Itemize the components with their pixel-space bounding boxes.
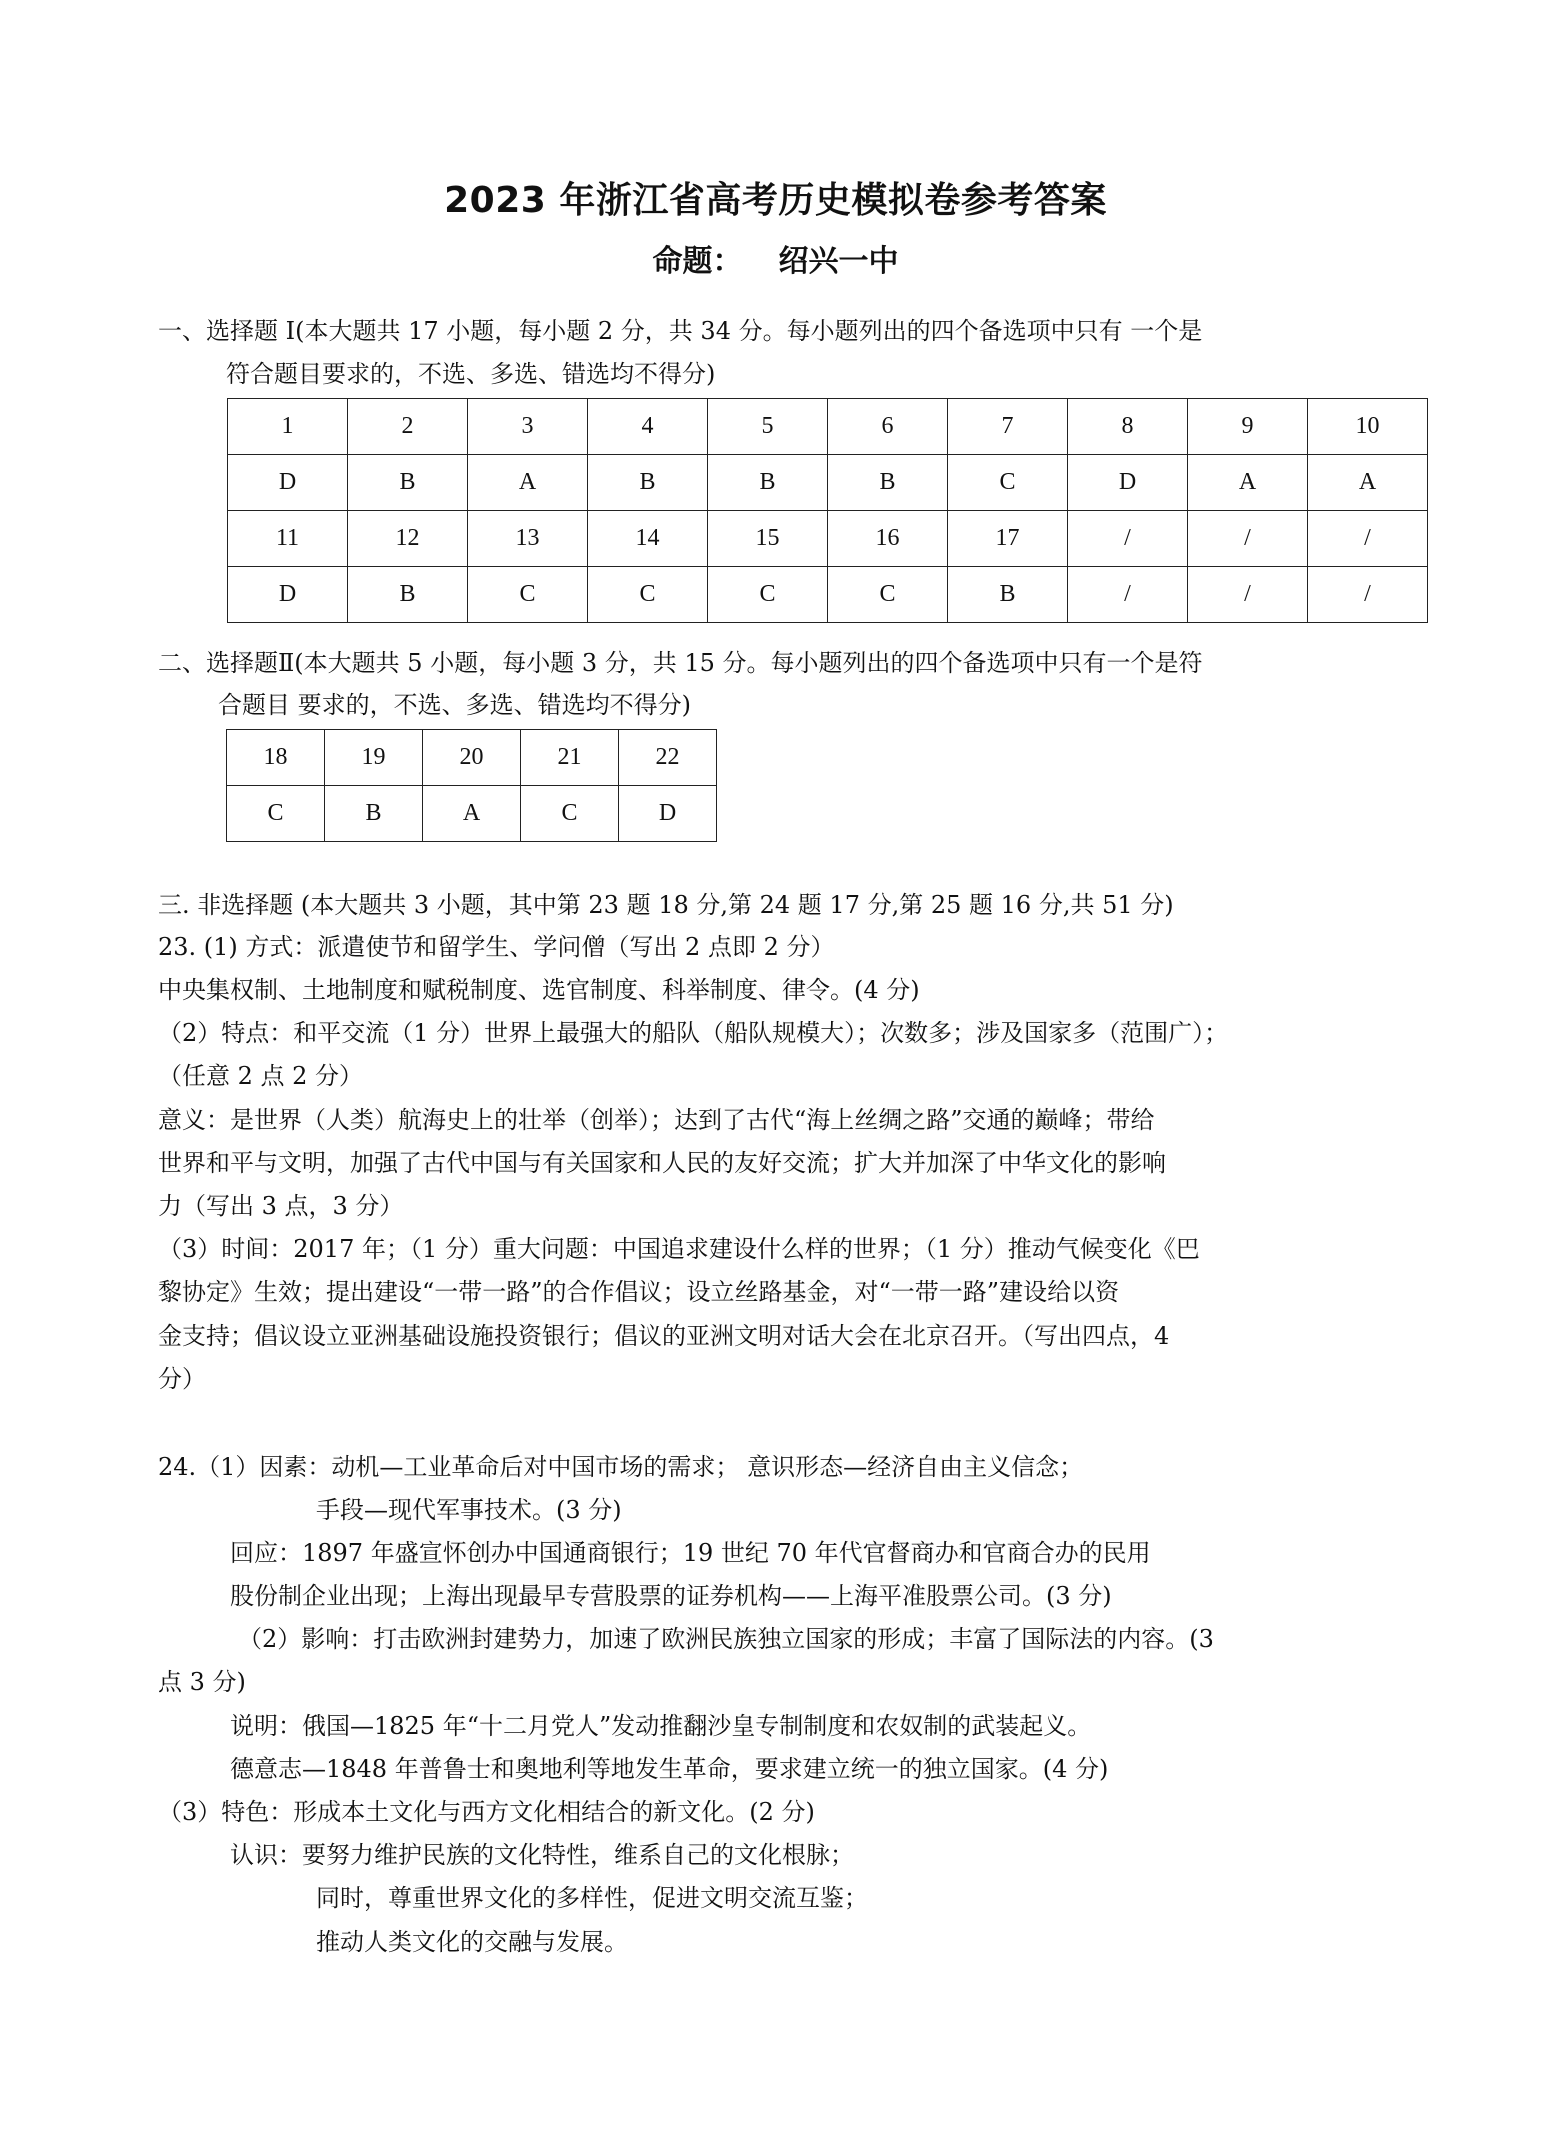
question-number-cell: 7 (948, 399, 1068, 455)
subtitle-label: 命题： (652, 244, 743, 279)
question-number-cell: 16 (828, 511, 948, 567)
answer-cell: A (468, 455, 588, 511)
answer-cell: C (468, 567, 588, 623)
section1-answer-table (227, 398, 1428, 623)
section2-heading-line2: 合题目 要求的，不选、多选、错选均不得分) (218, 691, 691, 719)
question-number-cell: 14 (588, 511, 708, 567)
answer-cell: / (1188, 567, 1308, 623)
answer-cell: B (948, 567, 1068, 623)
question-number-cell: 10 (1308, 399, 1428, 455)
question-number-cell: 21 (521, 730, 619, 786)
q23-line: 意义：是世界（人类）航海史上的壮举（创举）；达到了古代“海上丝绸之路”交通的巅峰；带给 (158, 1106, 1155, 1134)
answer-row (228, 455, 1428, 511)
answer-cell: / (1308, 567, 1428, 623)
q23-line: （任意 2 点 2 分） (158, 1062, 364, 1090)
question-number-row (227, 730, 717, 786)
question-number-cell: 2 (348, 399, 468, 455)
q24-line: 24.（1）因素：动机—工业革命后对中国市场的需求； 意识形态—经济自由主义信念； (158, 1453, 1084, 1481)
answer-cell: B (828, 455, 948, 511)
q24-line: （3）特色：形成本土文化与西方文化相结合的新文化。(2 分) (158, 1798, 815, 1826)
q24-line: 德意志—1848 年普鲁士和奥地利等地发生革命，要求建立统一的独立国家。(4 分) (230, 1755, 1109, 1783)
answer-row (228, 567, 1428, 623)
answer-cell: D (228, 567, 348, 623)
section2-heading-line1: 二、选择题Ⅱ(本大题共 5 小题，每小题 3 分，共 15 分。每小题列出的四个备选项中只有一个是符 (158, 649, 1203, 677)
q24-line: 推动人类文化的交融与发展。 (316, 1928, 628, 1956)
question-number-cell: 22 (619, 730, 717, 786)
q23-line: 金支持；倡议设立亚洲基础设施投资银行；倡议的亚洲文明对话大会在北京召开。（写出四点，4 (158, 1322, 1170, 1350)
answer-row (227, 786, 717, 842)
question-number-row (228, 511, 1428, 567)
q23-line: 黎协定》生效；提出建设“一带一路”的合作倡议；设立丝路基金，对“一带一路”建设给以资 (158, 1278, 1120, 1306)
question-number-cell: 6 (828, 399, 948, 455)
question-number-cell: 18 (227, 730, 325, 786)
q24-line: （2）影响：打击欧洲封建势力，加速了欧洲民族独立国家的形成；丰富了国际法的内容。(3 (238, 1625, 1214, 1653)
section2-answer-table (226, 729, 717, 842)
q23-line: 力（写出 3 点，3 分） (158, 1192, 404, 1220)
answer-cell: A (423, 786, 521, 842)
question-number-cell: 1 (228, 399, 348, 455)
subtitle-author: 绍兴一中 (778, 244, 899, 279)
question-number-cell: 4 (588, 399, 708, 455)
question-number-cell: 5 (708, 399, 828, 455)
answer-cell: A (1188, 455, 1308, 511)
question-number-cell: 12 (348, 511, 468, 567)
answer-cell: D (1068, 455, 1188, 511)
section1-heading-line2: 符合题目要求的，不选、多选、错选均不得分) (226, 360, 716, 388)
q24-line: 手段—现代军事技术。(3 分) (316, 1496, 622, 1524)
q24-line: 同时，尊重世界文化的多样性，促进文明交流互鉴； (316, 1884, 868, 1912)
question-number-cell: / (1308, 511, 1428, 567)
q23-line: （3）时间：2017 年；（1 分）重大问题：中国追求建设什么样的世界；（1 分）推动气候变化《巴 (158, 1235, 1200, 1263)
q23-line: （2）特点：和平交流（1 分）世界上最强大的船队（船队规模大）；次数多；涉及国家多（范围广）； (158, 1019, 1229, 1047)
answer-cell: C (521, 786, 619, 842)
q24-line: 点 3 分) (158, 1668, 246, 1696)
question-number-cell: 11 (228, 511, 348, 567)
answer-cell: A (1308, 455, 1428, 511)
answer-cell: D (228, 455, 348, 511)
question-number-cell: 3 (468, 399, 588, 455)
answer-cell: C (948, 455, 1068, 511)
answer-cell: C (708, 567, 828, 623)
question-number-row (228, 399, 1428, 455)
answer-cell: B (348, 567, 468, 623)
q23-line: 中央集权制、土地制度和赋税制度、选官制度、科举制度、律令。(4 分) (158, 976, 920, 1004)
q23-line: 分） (158, 1365, 206, 1393)
q23-line: 23. (1) 方式：派遣使节和留学生、学问僧（写出 2 点即 2 分） (158, 933, 835, 961)
answer-cell: B (588, 455, 708, 511)
q23-line: 世界和平与文明，加强了古代中国与有关国家和人民的友好交流；扩大并加深了中华文化的影响 (158, 1149, 1166, 1177)
q24-line: 说明：俄国—1825 年“十二月党人”发动推翻沙皇专制制度和农奴制的武装起义。 (230, 1712, 1092, 1740)
q24-line: 认识：要努力维护民族的文化特性，维系自己的文化根脉； (230, 1841, 854, 1869)
question-number-cell: / (1188, 511, 1308, 567)
page-subtitle (0, 240, 1551, 284)
question-number-cell: 8 (1068, 399, 1188, 455)
answer-cell: B (708, 455, 828, 511)
question-number-cell: 15 (708, 511, 828, 567)
answer-cell: C (588, 567, 708, 623)
question-number-cell: 13 (468, 511, 588, 567)
question-number-cell: 19 (325, 730, 423, 786)
q24-line: 回应：1897 年盛宣怀创办中国通商银行；19 世纪 70 年代官督商办和官商合办的民用 (230, 1539, 1151, 1567)
answer-cell: B (348, 455, 468, 511)
answer-cell: B (325, 786, 423, 842)
section1-heading-line1: 一、选择题 I(本大题共 17 小题，每小题 2 分，共 34 分。每小题列出的四个备选项中只有 一个是 (158, 317, 1203, 345)
page-title: 2023 年浙江省高考历史模拟卷参考答案 (444, 180, 1107, 221)
question-number-cell: 9 (1188, 399, 1308, 455)
answer-cell: C (828, 567, 948, 623)
question-number-cell: 20 (423, 730, 521, 786)
answer-cell: C (227, 786, 325, 842)
question-number-cell: / (1068, 511, 1188, 567)
q24-line: 股份制企业出现；上海出现最早专营股票的证券机构——上海平准股票公司。(3 分) (230, 1582, 1112, 1610)
question-number-cell: 17 (948, 511, 1068, 567)
answer-cell: / (1068, 567, 1188, 623)
answer-cell: D (619, 786, 717, 842)
section3-heading: 三. 非选择题 (本大题共 3 小题，其中第 23 题 18 分,第 24 题 17 分,第 25 题 16 分,共 51 分) (158, 891, 1174, 919)
